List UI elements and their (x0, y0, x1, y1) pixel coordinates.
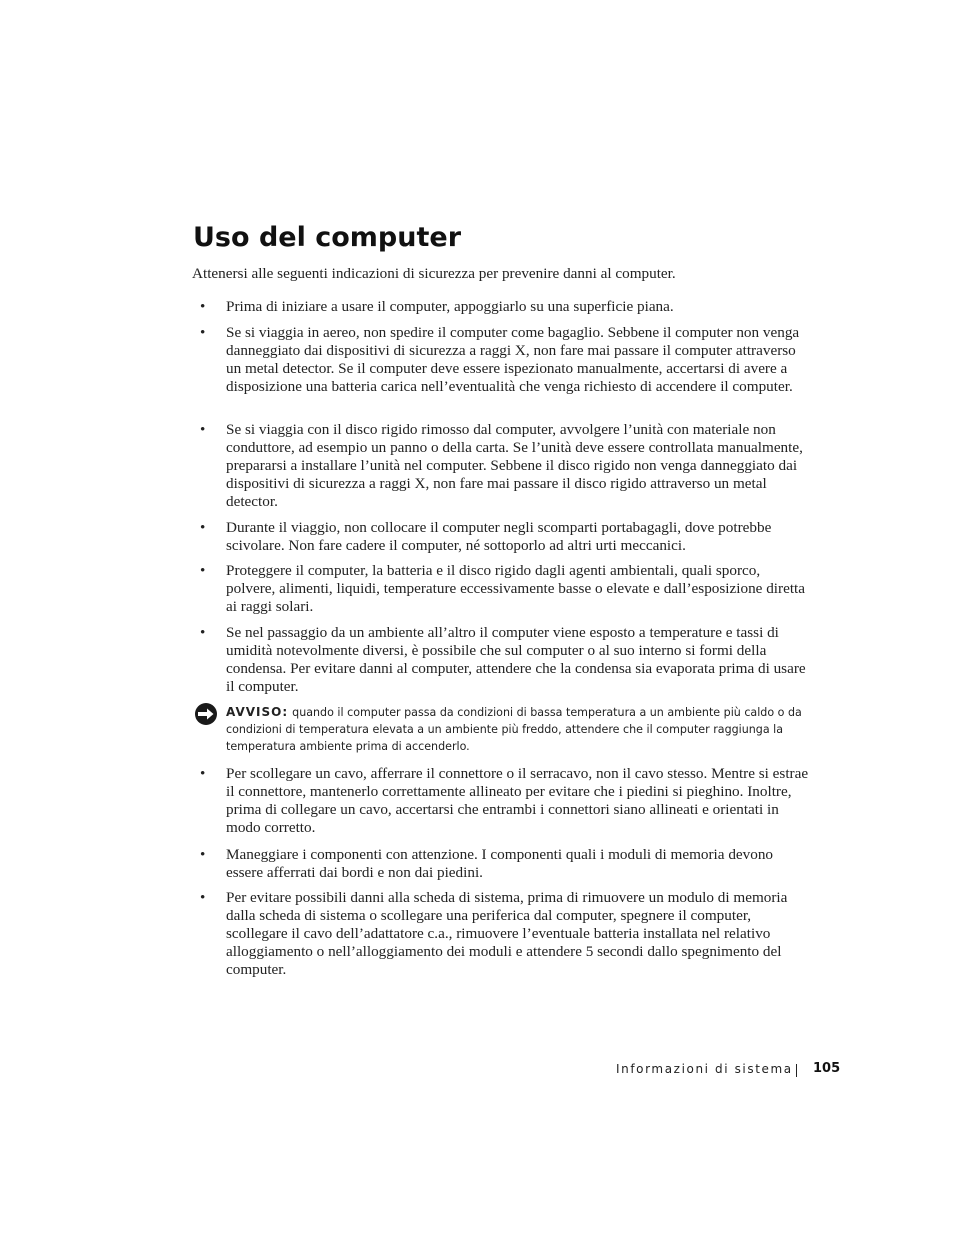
bullet-icon: • (200, 765, 206, 782)
page-title: Uso del computer (193, 222, 462, 253)
bullet-icon: • (200, 624, 206, 641)
list-item-text: Se si viaggia con il disco rigido rimosso dal computer, avvolgere l’unità con materiale non conduttore, ad esempio un panno o della carta. Se l’unità deve essere controllata manualmente, prepararsi a installare l’unità nel computer. Sebbene il disco rigido non venga danneggiato dai dispositivi di sicurezza a raggi X, non fare mai passare il disco rigido attraverso un metal detector. (226, 421, 803, 511)
list-item-text: Per scollegare un cavo, afferrare il connettore o il serracavo, non il cavo stesso. Mentre si estrae il connettore, mantenerlo correttamente allineato per evitare che i piedini si pieghino. Inoltre, prima di collegare un cavo, accertarsi che entrambi i connettori siano allineati e orientati in modo corretto. (226, 765, 809, 837)
notice-box (194, 702, 808, 762)
list-item-text: Maneggiare i componenti con attenzione. I componenti quali i moduli di memoria devono essere afferrati dai bordi e non dai piedini. (226, 846, 774, 882)
bullet-icon: • (200, 421, 206, 438)
footer-section-title: Informazioni di sistema (616, 1062, 793, 1076)
bullet-icon: • (200, 298, 206, 315)
notice-label: AVVISO: (226, 705, 289, 719)
list-item-text: Se si viaggia in aereo, non spedire il computer come bagaglio. Sebbene il computer non venga danneggiato dai dispositivi di sicurezza a raggi X, non fare mai passare il computer attraverso un metal detector. Se il computer deve essere ispezionato manualmente, accertarsi di avere a disposizione una batteria carica nell’eventualità che venga richiesto di accendere il computer. (226, 324, 800, 396)
bullet-icon: • (200, 889, 206, 906)
notice-text (226, 704, 808, 755)
list-item-text: Durante il viaggio, non collocare il computer negli scomparti portabagagli, dove potrebbe scivolare. Non fare cadere il computer, né sottoporlo ad altri urti meccanici. (226, 519, 772, 555)
list-item-text: Per evitare possibili danni alla scheda di sistema, prima di rimuovere un modulo di memoria dalla scheda di sistema o scollegare una periferica dal computer, spegnere il computer, scollegare il cavo dell’adattatore c.a., rimuovere l’eventuale batteria installata nel relativo alloggiamento o nell’alloggiamento dei moduli e attendere 5 secondi dallo spegnimento del computer. (226, 889, 788, 979)
intro-paragraph: Attenersi alle seguenti indicazioni di sicurezza per prevenire danni al computer. (192, 265, 676, 282)
page-number: 105 (813, 1061, 841, 1076)
bullet-icon: • (200, 324, 206, 341)
bullet-icon: • (200, 846, 206, 863)
list-item-text: Prima di iniziare a usare il computer, appoggiarlo su una superficie piana. (226, 298, 674, 315)
list-item-text: Proteggere il computer, la batteria e il disco rigido dagli agenti ambientali, quali sporco, polvere, alimenti, liquidi, temperature eccessivamente basse o elevate e dall’esposizione diretta ai raggi solari. (226, 562, 806, 616)
bullet-icon: • (200, 562, 206, 579)
list-item-text: Se nel passaggio da un ambiente all’altro il computer viene esposto a temperature e tassi di umidità notevolmente diversi, è possibile che sul computer o al suo interno si formi della condensa. Per evitare danni al computer, attendere che la condensa sia evaporata prima di usare il computer. (226, 624, 806, 696)
notice-icon (194, 702, 218, 726)
footer-separator (796, 1064, 797, 1077)
notice-body: quando il computer passa da condizioni di bassa temperatura a un ambiente più caldo o da condizioni di temperatura elevata a un ambiente più freddo, attendere che il computer raggiunga la temperatura ambiente prima di accenderlo. (226, 706, 802, 753)
bullet-icon: • (200, 519, 206, 536)
